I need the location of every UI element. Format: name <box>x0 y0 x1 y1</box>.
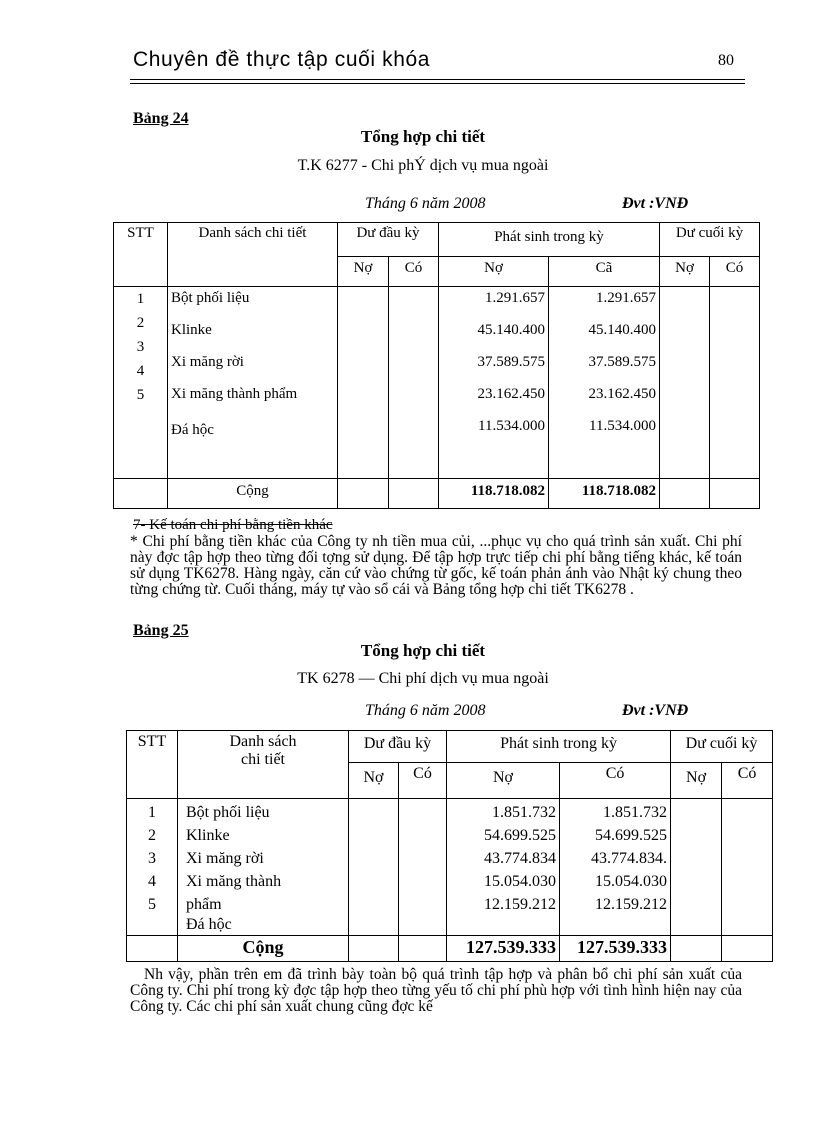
item-name: Bột phối liệu <box>171 290 250 306</box>
total-opening-debit <box>349 936 399 962</box>
item-name: Xi măng thành phẩm <box>171 386 298 402</box>
total-credit: 127.539.333 <box>560 936 671 962</box>
header-period-credit: Có <box>560 763 671 799</box>
item-name: phẩm <box>186 896 222 913</box>
closing-debit-cell <box>660 287 710 479</box>
debit-value: 23.162.450 <box>477 386 545 402</box>
total-stt-cell <box>127 936 178 962</box>
debit-value: 1.291.657 <box>485 290 545 306</box>
stt-cell: 2 <box>136 315 145 331</box>
table-24-month: Tháng 6 năm 2008 <box>365 195 486 212</box>
header-period: Phát sinh trong kỳ <box>439 223 660 257</box>
period-credit-column <box>560 799 671 936</box>
running-header-title: Chuyên đề thực tập cuối khóa <box>133 48 431 71</box>
total-closing-credit <box>722 936 773 962</box>
debit-value: 11.534.000 <box>478 418 545 434</box>
header-opening-debit: Nợ <box>338 257 389 287</box>
debit-value: 15.054.030 <box>484 873 557 890</box>
header-opening-credit: Có <box>389 257 439 287</box>
item-name: Klinke <box>171 322 212 338</box>
item-name: Xi măng rời <box>171 354 244 370</box>
opening-debit-cell <box>338 287 389 479</box>
header-period-debit: Nợ <box>447 763 560 799</box>
table-24-heading: Tổng hợp chi tiết <box>360 127 486 146</box>
stt-cell: 5 <box>136 387 145 403</box>
total-stt-cell <box>114 479 168 509</box>
items-column <box>178 799 349 936</box>
total-closing-debit <box>660 479 710 509</box>
header-closing-debit: Nợ <box>660 257 710 287</box>
credit-value: 37.589.575 <box>588 354 656 370</box>
header-stt: STT <box>127 731 178 799</box>
header-closing: Dư cuối kỳ <box>660 223 760 257</box>
table-body <box>114 287 760 479</box>
header-closing-credit: Có <box>722 763 773 799</box>
header-items-line1: Danh sách <box>229 733 297 750</box>
items-column <box>168 287 338 479</box>
stt-cell: 4 <box>136 363 145 379</box>
closing-credit-cell <box>710 287 760 479</box>
total-credit: 118.718.082 <box>549 479 660 509</box>
header-opening: Dư đầu kỳ <box>338 223 439 257</box>
debit-value: 54.699.525 <box>484 827 557 844</box>
table-body <box>127 799 773 936</box>
debit-value: 43.774.834 <box>484 850 557 867</box>
header-opening: Dư đầu kỳ <box>349 731 447 763</box>
credit-value: 1.291.657 <box>596 290 656 306</box>
header-opening-credit: Có <box>399 763 447 799</box>
closing-debit-cell <box>671 799 722 936</box>
header-items <box>178 731 349 799</box>
period-debit-column <box>439 287 549 479</box>
total-opening-debit <box>338 479 389 509</box>
debit-value: 45.140.400 <box>477 322 545 338</box>
credit-value: 15.054.030 <box>595 873 668 890</box>
opening-credit-cell <box>399 799 447 936</box>
stt-cell: 1 <box>148 804 156 821</box>
item-name: Xi măng rời <box>186 850 264 867</box>
total-closing-credit <box>710 479 760 509</box>
stt-cell: 2 <box>148 827 156 844</box>
total-debit: 118.718.082 <box>439 479 549 509</box>
stt-column <box>114 287 168 479</box>
header-items: Danh sách chi tiết <box>168 223 338 287</box>
item-name: Đá hộc <box>171 422 214 438</box>
header-closing-debit: Nợ <box>671 763 722 799</box>
opening-debit-cell <box>349 799 399 936</box>
header-stt: STT <box>114 223 168 287</box>
debit-value: 12.159.212 <box>484 896 557 913</box>
credit-value: 23.162.450 <box>588 386 656 402</box>
header-period: Phát sinh trong kỳ <box>447 731 671 763</box>
period-debit-column <box>447 799 560 936</box>
table-24-unit: Đvt :VNĐ <box>622 195 689 212</box>
total-row <box>114 479 760 509</box>
item-name: Klinke <box>186 827 230 844</box>
credit-value: 12.159.212 <box>595 896 668 913</box>
total-opening-credit <box>389 479 439 509</box>
item-name: Đá hộc <box>186 916 232 933</box>
total-opening-credit <box>399 936 447 962</box>
header-closing-credit: Có <box>710 257 760 287</box>
item-name: Bột phối liệu <box>186 804 270 821</box>
closing-credit-cell <box>722 799 773 936</box>
table-25-heading: Tổng hợp chi tiết <box>360 641 486 660</box>
stt-cell: 3 <box>148 850 156 867</box>
credit-value: 11.534.000 <box>589 418 656 434</box>
total-closing-debit <box>671 936 722 962</box>
section-7-heading: 7- Kế toán chi phí bằng tiền khác <box>133 517 333 533</box>
table-24-subheading: T.K 6277 - Chi phÝ dịch vụ mua ngoài <box>297 157 549 174</box>
item-name: Xi măng thành <box>186 873 282 890</box>
table-25 <box>126 730 773 962</box>
period-credit-column <box>549 287 660 479</box>
table-25-unit: Đvt :VNĐ <box>622 702 689 719</box>
total-label: Cộng <box>178 936 349 962</box>
closing-paragraph: Nh vậy, phần trên em đã trình bày toàn bộ quá trình tập hợp và phân bổ chi phí sản xuất của Công ty. Chi phí trong kỳ đợc tập hợp theo từng yếu tố chi phí phù hợp với tình hình hiện nay của Công ty. Các chi phí sản xuất chung cũng đợc kế <box>130 966 742 1015</box>
page-number: 80 <box>718 52 734 69</box>
total-row <box>127 936 773 962</box>
header-closing: Dư cuối kỳ <box>671 731 773 763</box>
header-period-debit: Nợ <box>439 257 549 287</box>
header-opening-debit: Nợ <box>349 763 399 799</box>
stt-cell: 3 <box>136 339 145 355</box>
header-period-credit: Cã <box>549 257 660 287</box>
credit-value: 54.699.525 <box>595 827 668 844</box>
credit-value: 1.851.732 <box>603 804 668 821</box>
total-label: Cộng <box>168 479 338 509</box>
table-25-label: Bảng 25 <box>133 622 189 639</box>
credit-value: 43.774.834. <box>591 850 668 867</box>
total-debit: 127.539.333 <box>447 936 560 962</box>
header-rule-top <box>130 79 745 80</box>
stt-column <box>127 799 178 936</box>
credit-value: 45.140.400 <box>588 322 656 338</box>
stt-cell: 1 <box>136 291 145 307</box>
table-25-month: Tháng 6 năm 2008 <box>365 702 486 719</box>
debit-value: 37.589.575 <box>477 354 545 370</box>
stt-cell: 4 <box>148 873 156 890</box>
debit-value: 1.851.732 <box>492 804 557 821</box>
header-items-line2: chi tiết <box>241 751 285 768</box>
section-7-paragraph: * Chi phí bằng tiền khác của Công ty nh tiền mua củi, ...phục vụ cho quá trình sản xuất. Chi phí này đợc tập hợp theo từng đối tợng sử dụng. Để tập hợp trực tiếp chi phí bằng tiếng khác, kế toán sử dụng TK6278. Hàng ngày, căn cứ vào chứng từ gốc, kế toán phản ánh vào Nhật ký chung theo từng chứng từ. Cuối tháng, máy tự vào sổ cái và Bảng tổng hợp chi tiết TK6278 . <box>130 533 742 598</box>
table-25-subheading: TK 6278 — Chi phí dịch vụ mua ngoài <box>297 670 549 687</box>
opening-credit-cell <box>389 287 439 479</box>
table-24 <box>113 222 760 509</box>
stt-cell: 5 <box>148 896 156 913</box>
table-24-label: Bảng 24 <box>133 110 189 127</box>
header-rule-bottom <box>130 83 745 84</box>
